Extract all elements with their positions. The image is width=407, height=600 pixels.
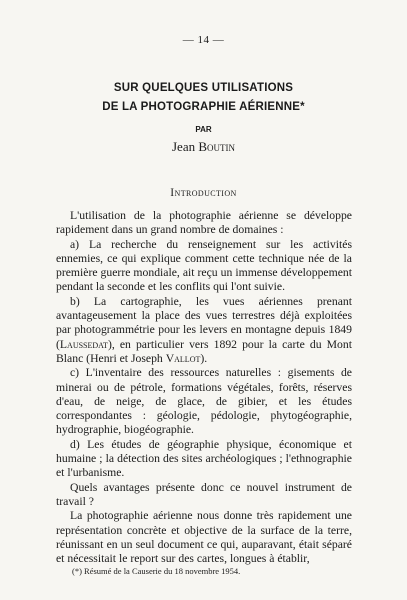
paragraph-b-end: ). <box>200 351 208 365</box>
paragraph-b <box>56 295 352 366</box>
author-last: Boutin <box>198 139 236 154</box>
page-number: — 14 — <box>182 34 225 46</box>
title-line-2: DE LA PHOTOGRAPHIE AÉRIENNE* <box>102 101 305 113</box>
paragraph-b-text-2: ), en particulier vers 1892 pour la carte du Mont Blanc (Henri et Joseph <box>56 337 352 365</box>
title-line-1: SUR QUELQUES UTILISATIONS <box>113 82 294 94</box>
author-first: Jean <box>171 139 199 154</box>
by-label: PAR <box>195 125 212 134</box>
paragraph-advantages: La photographie aérienne nous donne très rapidement une représentation concrète et objective de la surface de la terre, réunissant en un seul document ce qui, auparavant, était séparé et nécessitait le report sur des cartes, longues à établir, <box>56 509 352 566</box>
body-text <box>56 209 352 566</box>
paragraph-a: a) La recherche du renseignement sur les activités ennemies, ce qui explique comment cette technique née de la première guerre mondiale, ait reçu un immense développement pendant la seconde et les conflits qui l'ont suivie. <box>56 237 352 294</box>
name-vallot: Vallot <box>165 351 201 365</box>
paragraph-c: c) L'inventaire des ressources naturelles : gisements de minerai ou de pétrole, formations végétales, forêts, réserves d'eau, de neige, de glace, de gibier, et les études correspondantes : géologie, pédologie, phytogéographie, hydrographie, biogéographie. <box>56 366 352 437</box>
paragraph-question: Quels avantages présente donc ce nouvel instrument de travail ? <box>56 480 352 508</box>
section-heading: Introduction <box>170 187 237 199</box>
name-laussedat: Laussedat <box>59 337 108 351</box>
footnote: (*) Résumé de la Causerie du 18 novembre 1954. <box>72 566 241 576</box>
paragraph-intro: L'utilisation de la photographie aérienne se développe rapidement dans un grand nombre de domaines : <box>56 209 352 237</box>
author <box>0 139 407 155</box>
paragraph-d: d) Les études de géographie physique, économique et humaine ; la détection des sites archéologiques ; l'ethnographie et l'urbanisme. <box>56 437 352 480</box>
paragraph-b-text: b) La cartographie, les vues aériennes prenant avantageusement la place des vues terrestres déjà exploitées par photogrammétrie pour les levers en montagne depuis 1849 ( <box>56 294 352 351</box>
